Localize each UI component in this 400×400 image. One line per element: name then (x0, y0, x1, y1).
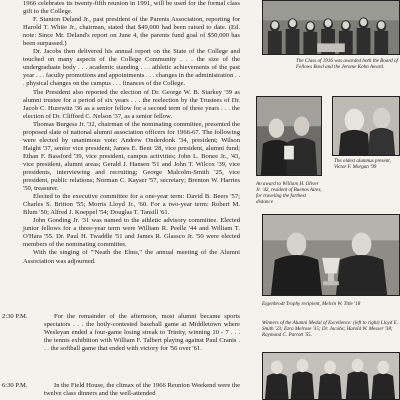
paragraph-state-of-college: Dr. Jacobs then delivered his annual report on the State of the College and touched on many aspects of the College Community . . . the size of the undergraduate body . . . academic standing . . . athletic achievements of the past year . . . faculty promotions and appointments . . . changes in the administration . . . physical changes on the campus . . . finances of the College. (23, 48, 240, 88)
eigenbrodt-trophy-photo (262, 214, 400, 296)
paragraph-nominating-slate: Thomas Burgess Jr. '32, chairman of the nominating committee, presented the proposed slate of national alumni association officers for 1966-67. The following were elected by unanimous vote: Andrew Onderdonk '34, president; Wilson Haight '37, senior vice president; James E. Bent '28, vice president, alumni fund; Ethan F. Bassford '39, vice president, campus activities; John L. Bonee Jr., '43, vice president, alumni areas; Gerald J. Hansen '51 and John T. Wilcox '39, vice presidents, interviewing and recruiting; George Malcolm-Smith '25, vice president, public relations; Norman C. Kayser '57, secretary; Brenton W. Harries '50, treasurer. (23, 120, 240, 193)
paragraph-executive-committee: Elected to the executive committee for a one-year term: David B. Beers '57; Charles S. Britton '55; Morris Lloyd Jr., '60. For a two-year term: Robert M. Blum '50; Alfred J. Koeppel '54; Douglas T. Tansill '61. (23, 193, 240, 217)
paragraph-elections: The President also reported the election of Dr. George W. B. Starkey '39 as alumni trustee for a period of six years . . . the reelection by the Trustees of Dr. Jacob C. Hurewitz '36 as a senior fellow for a second term of three years . . . the election of Dr. Clifford C. Nelson '37, as a senior fellow. (23, 88, 240, 120)
entry-time: 6:30 P.M. (2, 382, 28, 389)
paragraph-parents-fund: F. Stanton Deland Jr., past president of the Parents Association, reporting for Harold T. White Jr., chairman, stated that $49,000 had been raised to date. (Ed. note: Since Mr. Deland's report on June 4, the parents fund goal of $50,000 has been surpassed.) (23, 16, 240, 48)
entry-text: In the Field House, the climax of the 1966 Reunion Weekend were the twelve class dinners and the well-attended (44, 382, 240, 398)
paragraph-adjourned: With the singing of "'Neath the Elms," the annual meeting of the Alumni Association was adjourned. (23, 249, 240, 265)
caption-oliver-award: An award to William H. Oliver Jr. '42, resident of Buenos Aires, for traveling the farthest distance (256, 181, 322, 205)
entry-time: 2:30 P.M. (2, 313, 28, 320)
caption-class-1916: The Class of 1916 was awarded both the Board of Fellows Bowl and the Jerome Kohn Award. (296, 58, 398, 70)
paragraph-class-gift: 1966 celebrates its twenty-fifth reunion in 1991, will be used for the formal class gift to the College. (23, 0, 240, 16)
caption-oldest-alumnus: The oldest alumnus present, Victor F. Morgan '99 (334, 158, 391, 170)
caption-eigenbrodt: Eigenbrodt Trophy recipient, Melvin W. Title '18 (262, 301, 361, 307)
oldest-alumnus-photo (332, 96, 400, 156)
medal-winners-photo (262, 352, 400, 400)
oliver-award-photo (256, 96, 322, 176)
paragraph-athletic-advisory: John Gooding Jr. '31 was named to the athletic advisory committee. Elected junior fellows for a three-year term were William R. Peelle '44 and William T. O'Hara '55. Dr. Paul H. Twaddle '51 and James R. Glassco Jr. '50 were elected members of the nominating committee. (23, 217, 240, 249)
entry-text: For the remainder of the afternoon, most alumni became sports spectators . . . the hotly-contested baseball game at Middletown where Wesleyan ended a four-game losing streak to Trinity, winning 10 - 7 . . . the tennis exhibition with William F. Talbert playing against Paul Cranis . . . the softball game that ended with victory for '56 over '61. (44, 313, 240, 353)
caption-medal-winners: Winners of the Alumni Medal of Excellence: (left to right) Lloyd E. Smith '23; Ezra Melrose '35; Dr. Jacobs; Harold W. Messer '38; Raymond C. Parrott '55. (262, 320, 398, 338)
body-column (23, 0, 240, 266)
class-1916-group-photo (262, 0, 400, 55)
